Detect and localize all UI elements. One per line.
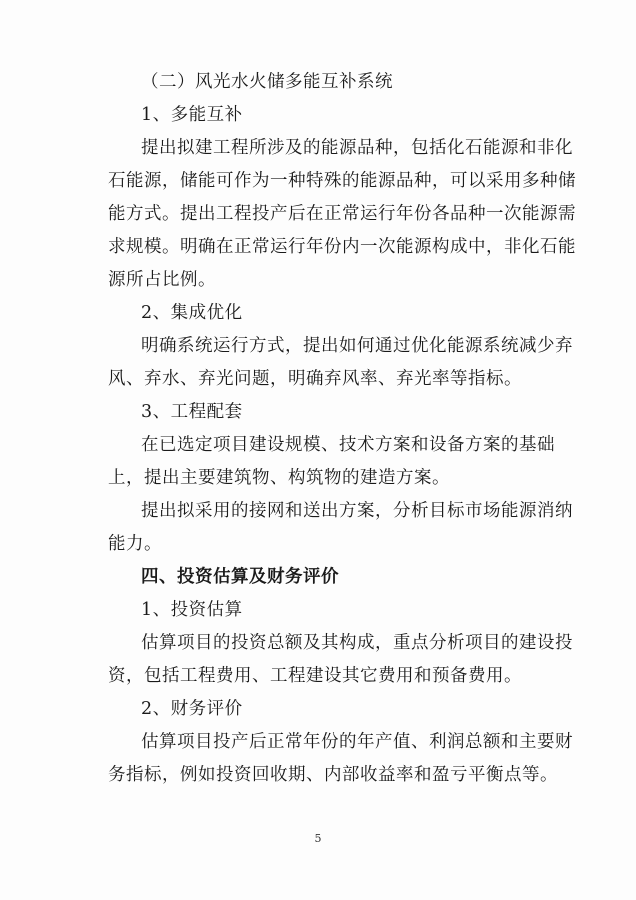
- subsection-heading: 2、集成优化: [141, 303, 243, 323]
- subsection-heading: 3、工程配套: [141, 402, 243, 422]
- paragraph-line: 提出拟建工程所涉及的能源品种，包括化石能源和非化: [141, 138, 573, 158]
- paragraph-line: 石能源，储能可作为一种特殊的能源品种，可以采用多种储: [108, 171, 576, 191]
- paragraph-line: 资，包括工程费用、工程建设其它费用和预备费用。: [108, 666, 522, 686]
- paragraph-line: 提出拟采用的接网和送出方案，分析目标市场能源消纳: [141, 501, 573, 521]
- paragraph-line: 估算项目投产后正常年份的年产值、利润总额和主要财: [141, 732, 573, 752]
- paragraph-line: 源所占比例。: [108, 270, 216, 290]
- paragraph-line: 估算项目的投资总额及其构成，重点分析项目的建设投: [141, 633, 573, 653]
- paragraph-line: 上，提出主要建筑物、构筑物的建造方案。: [108, 468, 450, 488]
- document-body: [108, 66, 576, 792]
- paragraph-line: 务指标，例如投资回收期、内部收益率和盈亏平衡点等。: [108, 765, 558, 785]
- paragraph-line: 风、弃水、弃光问题，明确弃风率、弃光率等指标。: [108, 369, 522, 389]
- paragraph-line: 求规模。明确在正常运行年份内一次能源构成中，非化石能: [108, 237, 576, 257]
- paragraph-line: 能力。: [108, 534, 162, 554]
- subsection-heading: 1、投资估算: [141, 600, 243, 620]
- section-title: 四、投资估算及财务评价: [141, 567, 339, 587]
- subsection-heading: 2、财务评价: [141, 699, 243, 719]
- paragraph-line: 能方式。提出工程投产后在正常运行年份各品种一次能源需: [108, 204, 576, 224]
- paragraph-line: 在已选定项目建设规模、技术方案和设备方案的基础: [141, 435, 555, 455]
- paragraph-line: 明确系统运行方式，提出如何通过优化能源系统减少弃: [141, 336, 573, 356]
- subsection-heading: 1、多能互补: [141, 105, 243, 125]
- page-number: 5: [314, 832, 322, 845]
- section-title: （二）风光水火储多能互补系统: [141, 72, 393, 92]
